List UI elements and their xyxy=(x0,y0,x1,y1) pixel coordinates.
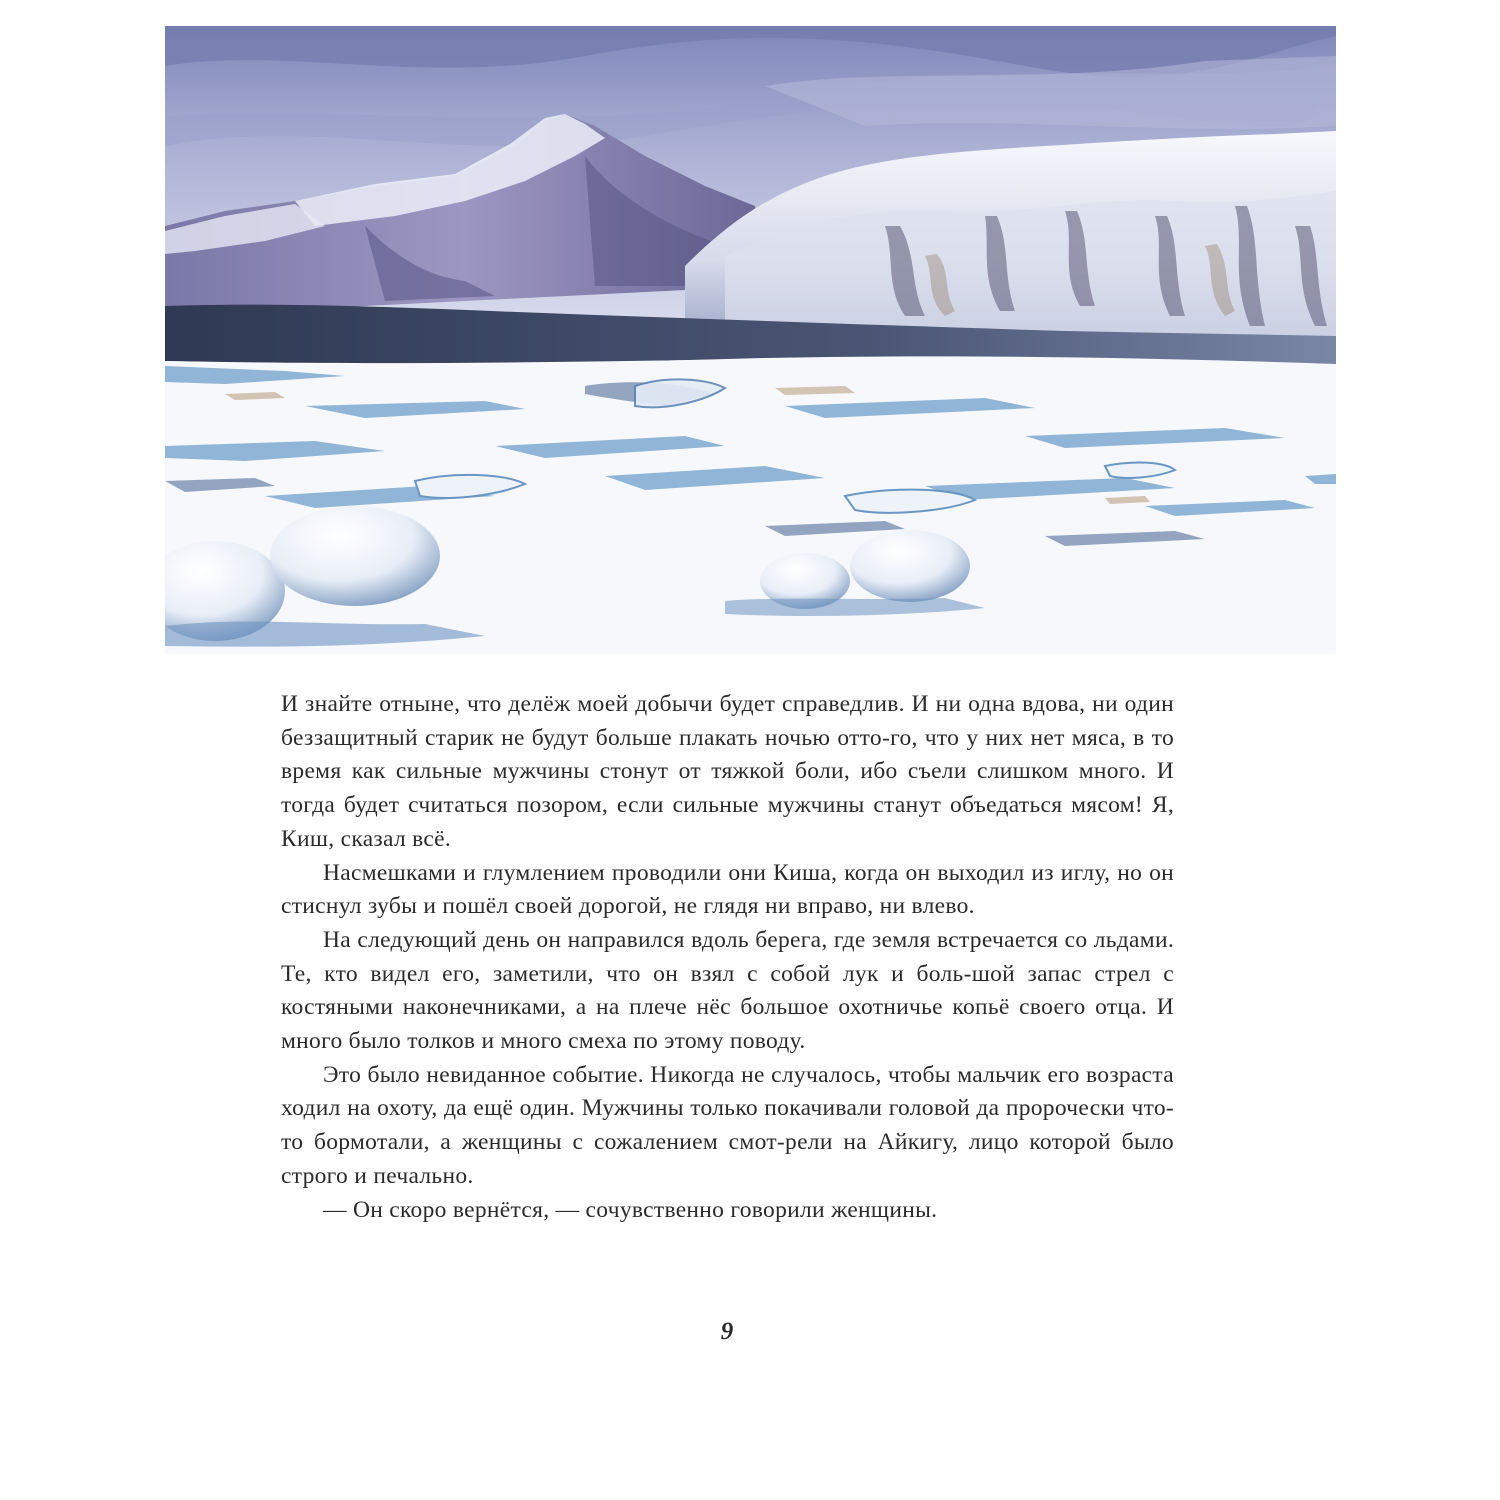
landscape-icon xyxy=(165,26,1336,654)
dialogue-line: — Он скоро вернётся, — сочувственно говорили женщины. xyxy=(323,1196,938,1223)
page-number xyxy=(0,1318,1500,1346)
paragraph: И знайте отныне, что делёж моей добычи будет справедлив. И ни одна вдова, ни один беззащитный старик не будут больше плакать ночью отто-го, что у них нет мяса, в то время как сильные мужчины стонут от тяжкой боли, ибо съели слишком много. И тогда будет считаться позором, если сильные мужчины станут объедаться мясом! Я, Киш, сказал всё. xyxy=(281,691,1174,852)
arctic-landscape-illustration xyxy=(165,26,1336,654)
story-text xyxy=(281,688,1174,1227)
paragraph: Насмешками и глумлением проводили они Киша, когда он выходил из иглу, но он стиснул зубы и пошёл своей дорогой, не глядя ни вправо, ни влево. xyxy=(281,859,1174,920)
paragraph: На следующий день он направился вдоль берега, где земля встречается со льдами. Те, кто видел его, заметили, что он взял с собой лук и боль-шой запас стрел с костяными наконечниками, а на плече нёс большое охотничье копьё своего отца. И много было толков и много смеха по этому поводу. xyxy=(281,926,1174,1055)
paragraph: Это было невиданное событие. Никогда не случалось, чтобы мальчик его возраста ходил на охоту, да ещё один. Мужчины только покачивали головой да пророчески что-то бормотали, а женщины с сожалением смот-рели на Айкигу, лицо которой было строго и печально. xyxy=(281,1061,1174,1189)
page-number-label: 9 xyxy=(720,1318,734,1345)
